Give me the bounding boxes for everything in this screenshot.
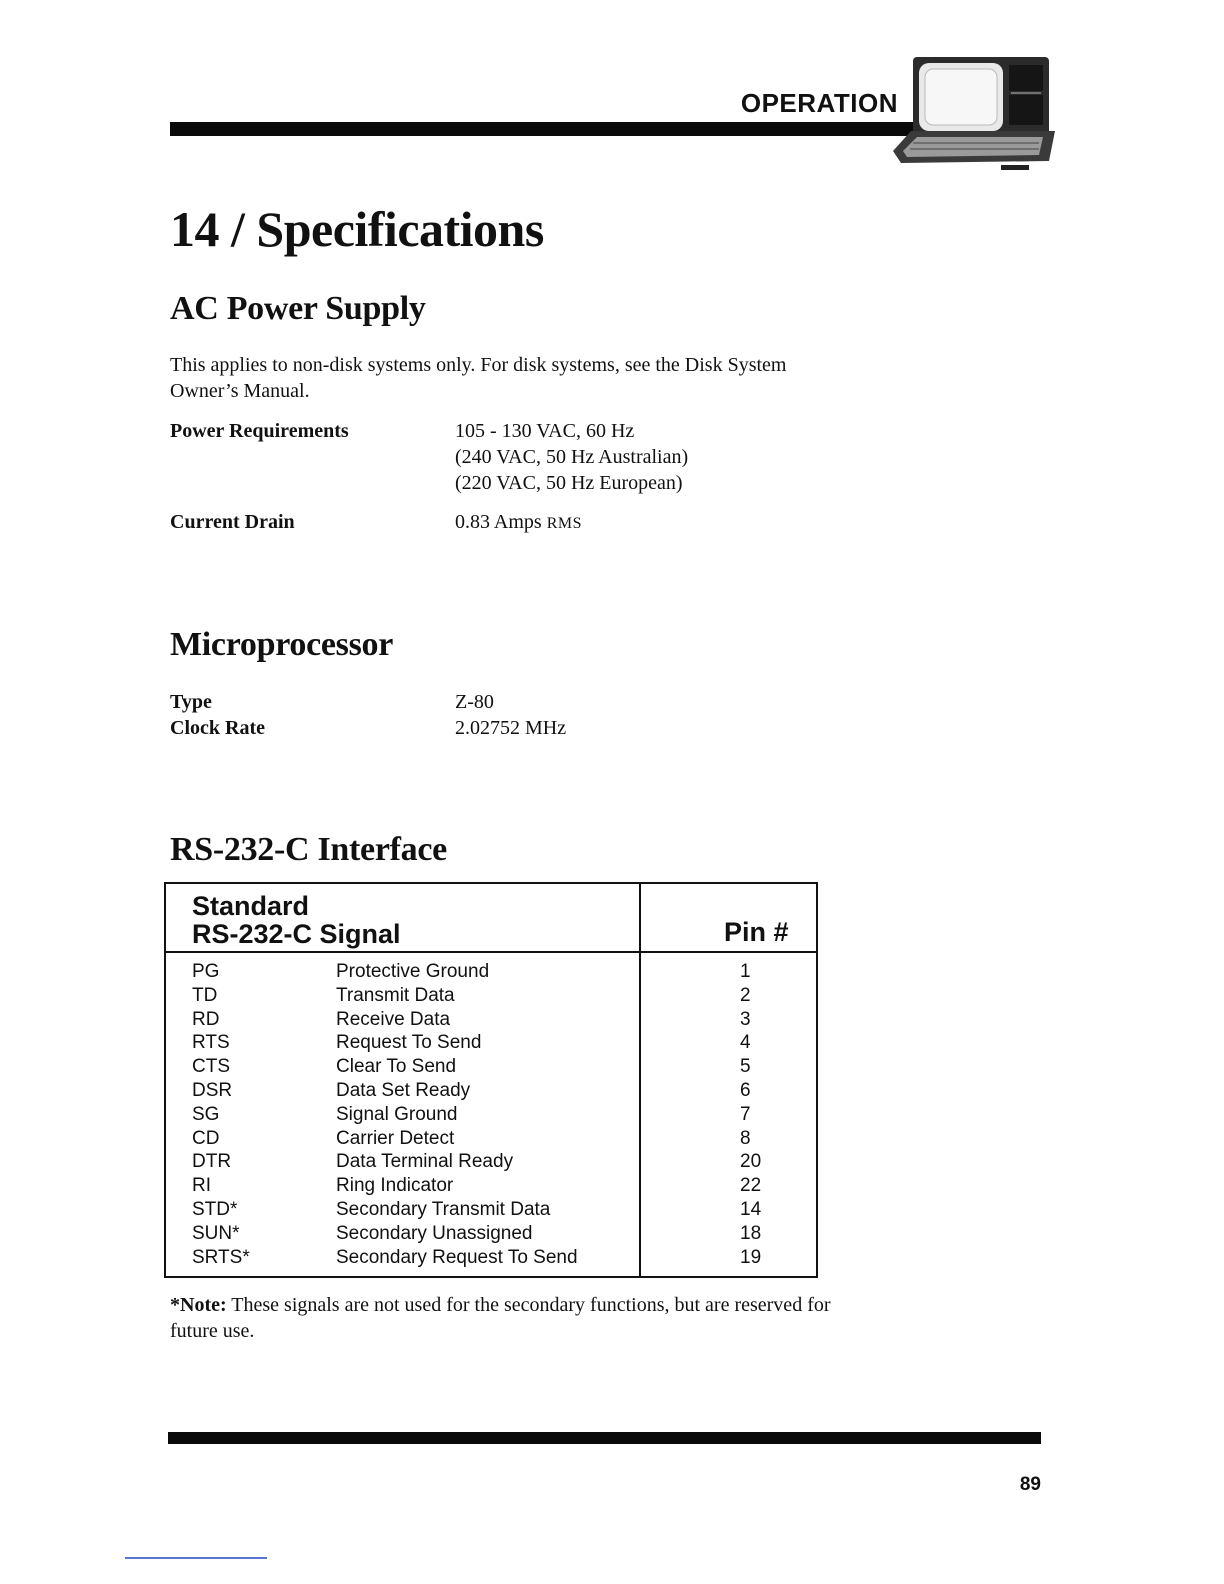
note-text-2: future use. xyxy=(170,1320,255,1342)
signal-name: Clear To Send xyxy=(336,1056,457,1078)
section-label: OPERATION xyxy=(740,88,898,118)
microprocessor-heading: Microprocessor xyxy=(170,626,394,663)
pin-number: 7 xyxy=(740,1103,751,1125)
drain-unit: RMS xyxy=(546,515,582,532)
pin-number: 20 xyxy=(740,1151,762,1173)
pin-number: 14 xyxy=(740,1198,762,1220)
table-row xyxy=(192,1150,802,1174)
table-row xyxy=(192,1079,802,1103)
page-title: 14 / Specifications xyxy=(170,201,544,257)
signal-abbrev: SRTS* xyxy=(192,1246,250,1268)
footnote xyxy=(170,1292,890,1344)
signal-name: Secondary Transmit Data xyxy=(336,1198,551,1220)
table-row xyxy=(192,1222,802,1246)
pin-number: 6 xyxy=(740,1079,751,1101)
pin-number: 22 xyxy=(740,1175,762,1197)
signal-abbrev: PG xyxy=(192,961,220,982)
signal-name: Secondary Unassigned xyxy=(336,1222,533,1244)
drain-amount: 0.83 Amps xyxy=(455,511,542,533)
rs232-table xyxy=(164,882,818,1278)
page-number: 89 xyxy=(1019,1474,1041,1495)
power-value-2: (240 VAC, 50 Hz Australian) xyxy=(455,446,689,468)
pin-number: 19 xyxy=(740,1246,762,1268)
type-label: Type xyxy=(170,691,212,713)
intro-line-1: This applies to non-disk systems only. For disk systems, see the Disk System xyxy=(170,354,787,376)
table-header-divider xyxy=(166,951,816,953)
pin-number: 3 xyxy=(740,1008,751,1030)
type-value: Z-80 xyxy=(455,691,494,713)
signal-name: Signal Ground xyxy=(336,1103,458,1125)
clock-rate-label: Clock Rate xyxy=(170,717,265,739)
clock-rate-value: 2.02752 MHz xyxy=(455,717,567,739)
table-row xyxy=(192,1246,802,1270)
signal-abbrev: RD xyxy=(192,1008,220,1030)
ac-power-intro xyxy=(170,352,850,404)
pin-number: 1 xyxy=(740,961,751,982)
table-header-pin: Pin # xyxy=(724,917,789,947)
pin-number: 2 xyxy=(740,984,751,1006)
pin-number: 4 xyxy=(740,1032,751,1054)
table-row xyxy=(192,1031,802,1055)
pin-number: 18 xyxy=(740,1222,762,1244)
note-text-1: These signals are not used for the secondary functions, but are reserved for xyxy=(226,1294,831,1316)
table-body xyxy=(192,960,802,1269)
signal-name: Ring Indicator xyxy=(336,1175,454,1197)
pin-number: 8 xyxy=(740,1127,751,1149)
signal-name: Data Set Ready xyxy=(336,1079,471,1101)
intro-line-2: Owner’s Manual. xyxy=(170,380,310,402)
signal-abbrev: TD xyxy=(192,984,218,1006)
power-value-1: 105 - 130 VAC, 60 Hz xyxy=(455,420,635,442)
table-row xyxy=(192,1103,802,1127)
signal-abbrev: SUN* xyxy=(192,1222,240,1244)
signal-abbrev: RTS xyxy=(192,1032,230,1054)
header-rule xyxy=(170,122,915,136)
current-drain-value xyxy=(455,509,582,537)
table-row xyxy=(192,1127,802,1151)
table-row xyxy=(192,1198,802,1222)
computer-icon xyxy=(893,55,1058,175)
note-label: *Note: xyxy=(170,1294,227,1316)
pin-number: 5 xyxy=(740,1056,751,1078)
signal-name: Receive Data xyxy=(336,1008,451,1030)
table-row xyxy=(192,984,802,1008)
table-row xyxy=(192,1174,802,1198)
signal-abbrev: SG xyxy=(192,1103,220,1125)
signal-name: Request To Send xyxy=(336,1032,482,1054)
header-line-2: RS-232-C Signal xyxy=(192,919,401,949)
signal-abbrev: RI xyxy=(192,1175,211,1197)
power-requirements-label: Power Requirements xyxy=(170,420,349,442)
signal-name: Data Terminal Ready xyxy=(336,1151,514,1173)
table-row xyxy=(192,960,802,984)
table-header-signal xyxy=(192,892,401,948)
table-row xyxy=(192,1008,802,1032)
signal-abbrev: DTR xyxy=(192,1151,232,1173)
table-row xyxy=(192,1055,802,1079)
edge-mark xyxy=(125,1557,267,1559)
signal-abbrev: STD* xyxy=(192,1198,238,1220)
ac-power-heading: AC Power Supply xyxy=(170,290,426,327)
signal-name: Secondary Request To Send xyxy=(336,1246,578,1268)
signal-name: Protective Ground xyxy=(336,961,490,982)
signal-name: Transmit Data xyxy=(336,984,455,1006)
signal-abbrev: CD xyxy=(192,1127,220,1149)
current-drain-label: Current Drain xyxy=(170,511,295,533)
header-line-1: Standard xyxy=(192,891,310,921)
rs232-heading: RS-232-C Interface xyxy=(170,831,447,868)
signal-abbrev: CTS xyxy=(192,1056,230,1078)
power-requirements-values xyxy=(455,418,688,496)
power-value-3: (220 VAC, 50 Hz European) xyxy=(455,472,683,494)
footer-rule xyxy=(168,1432,1041,1444)
signal-name: Carrier Detect xyxy=(336,1127,455,1149)
signal-abbrev: DSR xyxy=(192,1079,233,1101)
